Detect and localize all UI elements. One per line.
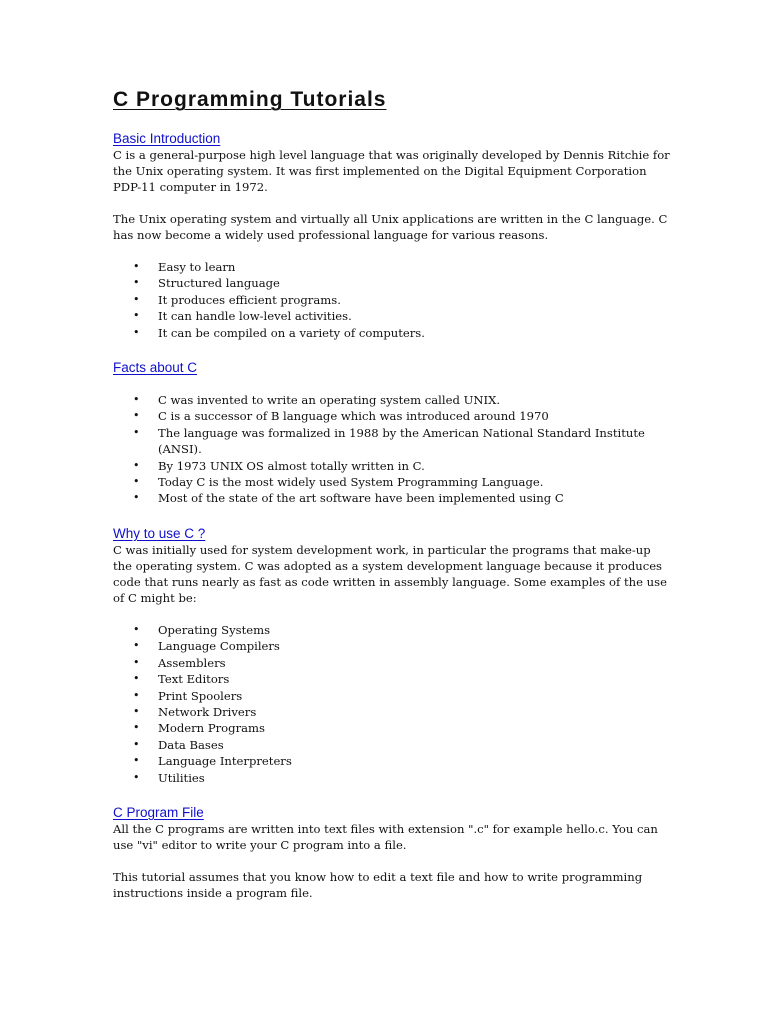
heading-facts-about-c[interactable]: Facts about C bbox=[113, 360, 198, 376]
list-item: • It can handle low-level activities. bbox=[133, 309, 352, 324]
list-item: • Text Editors bbox=[133, 672, 230, 687]
list-item: • Data Bases bbox=[133, 737, 224, 752]
section-why-use-c bbox=[113, 523, 673, 786]
heading-c-program-file[interactable]: C Program File bbox=[113, 804, 204, 820]
bullet-icon: • bbox=[133, 393, 140, 407]
use-examples-list bbox=[113, 622, 673, 786]
bullet-icon: • bbox=[133, 325, 140, 339]
heading-why-use-c[interactable]: Why to use C ? bbox=[113, 525, 206, 541]
list-item: • Most of the state of the art software have been implemented using C bbox=[133, 491, 564, 506]
list-item: • Network Drivers bbox=[133, 704, 257, 719]
section-c-program-file bbox=[113, 802, 673, 901]
why-paragraph: C was initially used for system development work, in particular the programs that make-up the operating system. C was adopted as a system development language because it produces code that runs nearly as fast as code written in assembly language. Some examples of the use of C might be: bbox=[113, 542, 667, 605]
bullet-icon: • bbox=[133, 721, 140, 735]
list-item: • Structured language bbox=[133, 276, 280, 291]
intro-paragraph-2: The Unix operating system and virtually all Unix applications are written in the C language. C has now become a widely used professional language for various reasons. bbox=[113, 212, 668, 242]
bullet-icon: • bbox=[133, 688, 140, 702]
intro-reasons-list bbox=[113, 259, 673, 341]
bullet-icon: • bbox=[133, 276, 140, 290]
bullet-icon: • bbox=[133, 622, 140, 636]
bullet-icon: • bbox=[133, 260, 140, 273]
bullet-icon: • bbox=[133, 770, 140, 784]
list-item: • C is a successor of B language which was introduced around 1970 bbox=[133, 409, 549, 424]
file-paragraph-1: All the C programs are written into text files with extension ".c" for example hello.c. You can use "vi" editor to write your C program into a file. bbox=[113, 821, 658, 852]
list-item: • Print Spoolers bbox=[133, 688, 243, 703]
list-item: • Modern Programs bbox=[133, 721, 265, 736]
list-item: • Language Interpreters bbox=[133, 754, 292, 769]
file-paragraph-2: This tutorial assumes that you know how to edit a text file and how to write programming instructions inside a program file. bbox=[113, 869, 643, 900]
list-item: • The language was formalized in 1988 by the American National Standard Institute (ANSI). bbox=[133, 425, 645, 457]
list-item: • Operating Systems bbox=[133, 622, 271, 637]
list-item: • It produces efficient programs. bbox=[133, 292, 341, 307]
list-item: • C was invented to write an operating system called UNIX. bbox=[133, 393, 501, 408]
list-item: • It can be compiled on a variety of computers. bbox=[133, 325, 425, 340]
bullet-icon: • bbox=[133, 737, 140, 751]
bullet-icon: • bbox=[133, 409, 140, 423]
intro-paragraph-1: C is a general-purpose high level language that was originally developed by Dennis Ritchie for the Unix operating system. It was first implemented on the Digital Equipment Corporation PDP-11 computer in 1972. bbox=[113, 148, 670, 194]
bullet-icon: • bbox=[133, 425, 140, 439]
bullet-icon: • bbox=[133, 491, 140, 505]
section-basic-introduction bbox=[113, 128, 673, 341]
list-item: • Language Compilers bbox=[133, 639, 280, 654]
list-item: • Easy to learn bbox=[133, 260, 236, 274]
list-item: • Assemblers bbox=[133, 655, 226, 670]
section-facts-about-c bbox=[113, 357, 673, 507]
bullet-icon: • bbox=[133, 475, 140, 489]
bullet-icon: • bbox=[133, 655, 140, 669]
bullet-icon: • bbox=[133, 309, 140, 323]
list-item: • By 1973 UNIX OS almost totally written in C. bbox=[133, 458, 425, 473]
bullet-icon: • bbox=[133, 672, 140, 686]
bullet-icon: • bbox=[133, 704, 140, 718]
bullet-icon: • bbox=[133, 754, 140, 768]
document-page bbox=[113, 88, 673, 901]
heading-basic-introduction[interactable]: Basic Introduction bbox=[113, 131, 221, 146]
list-item: • Today C is the most widely used System Programming Language. bbox=[133, 475, 544, 490]
bullet-icon: • bbox=[133, 292, 140, 306]
list-item: • Utilities bbox=[133, 770, 205, 785]
page-title: C Programming Tutorials bbox=[113, 88, 387, 111]
facts-list bbox=[113, 392, 673, 507]
bullet-icon: • bbox=[133, 458, 140, 472]
bullet-icon: • bbox=[133, 639, 140, 653]
